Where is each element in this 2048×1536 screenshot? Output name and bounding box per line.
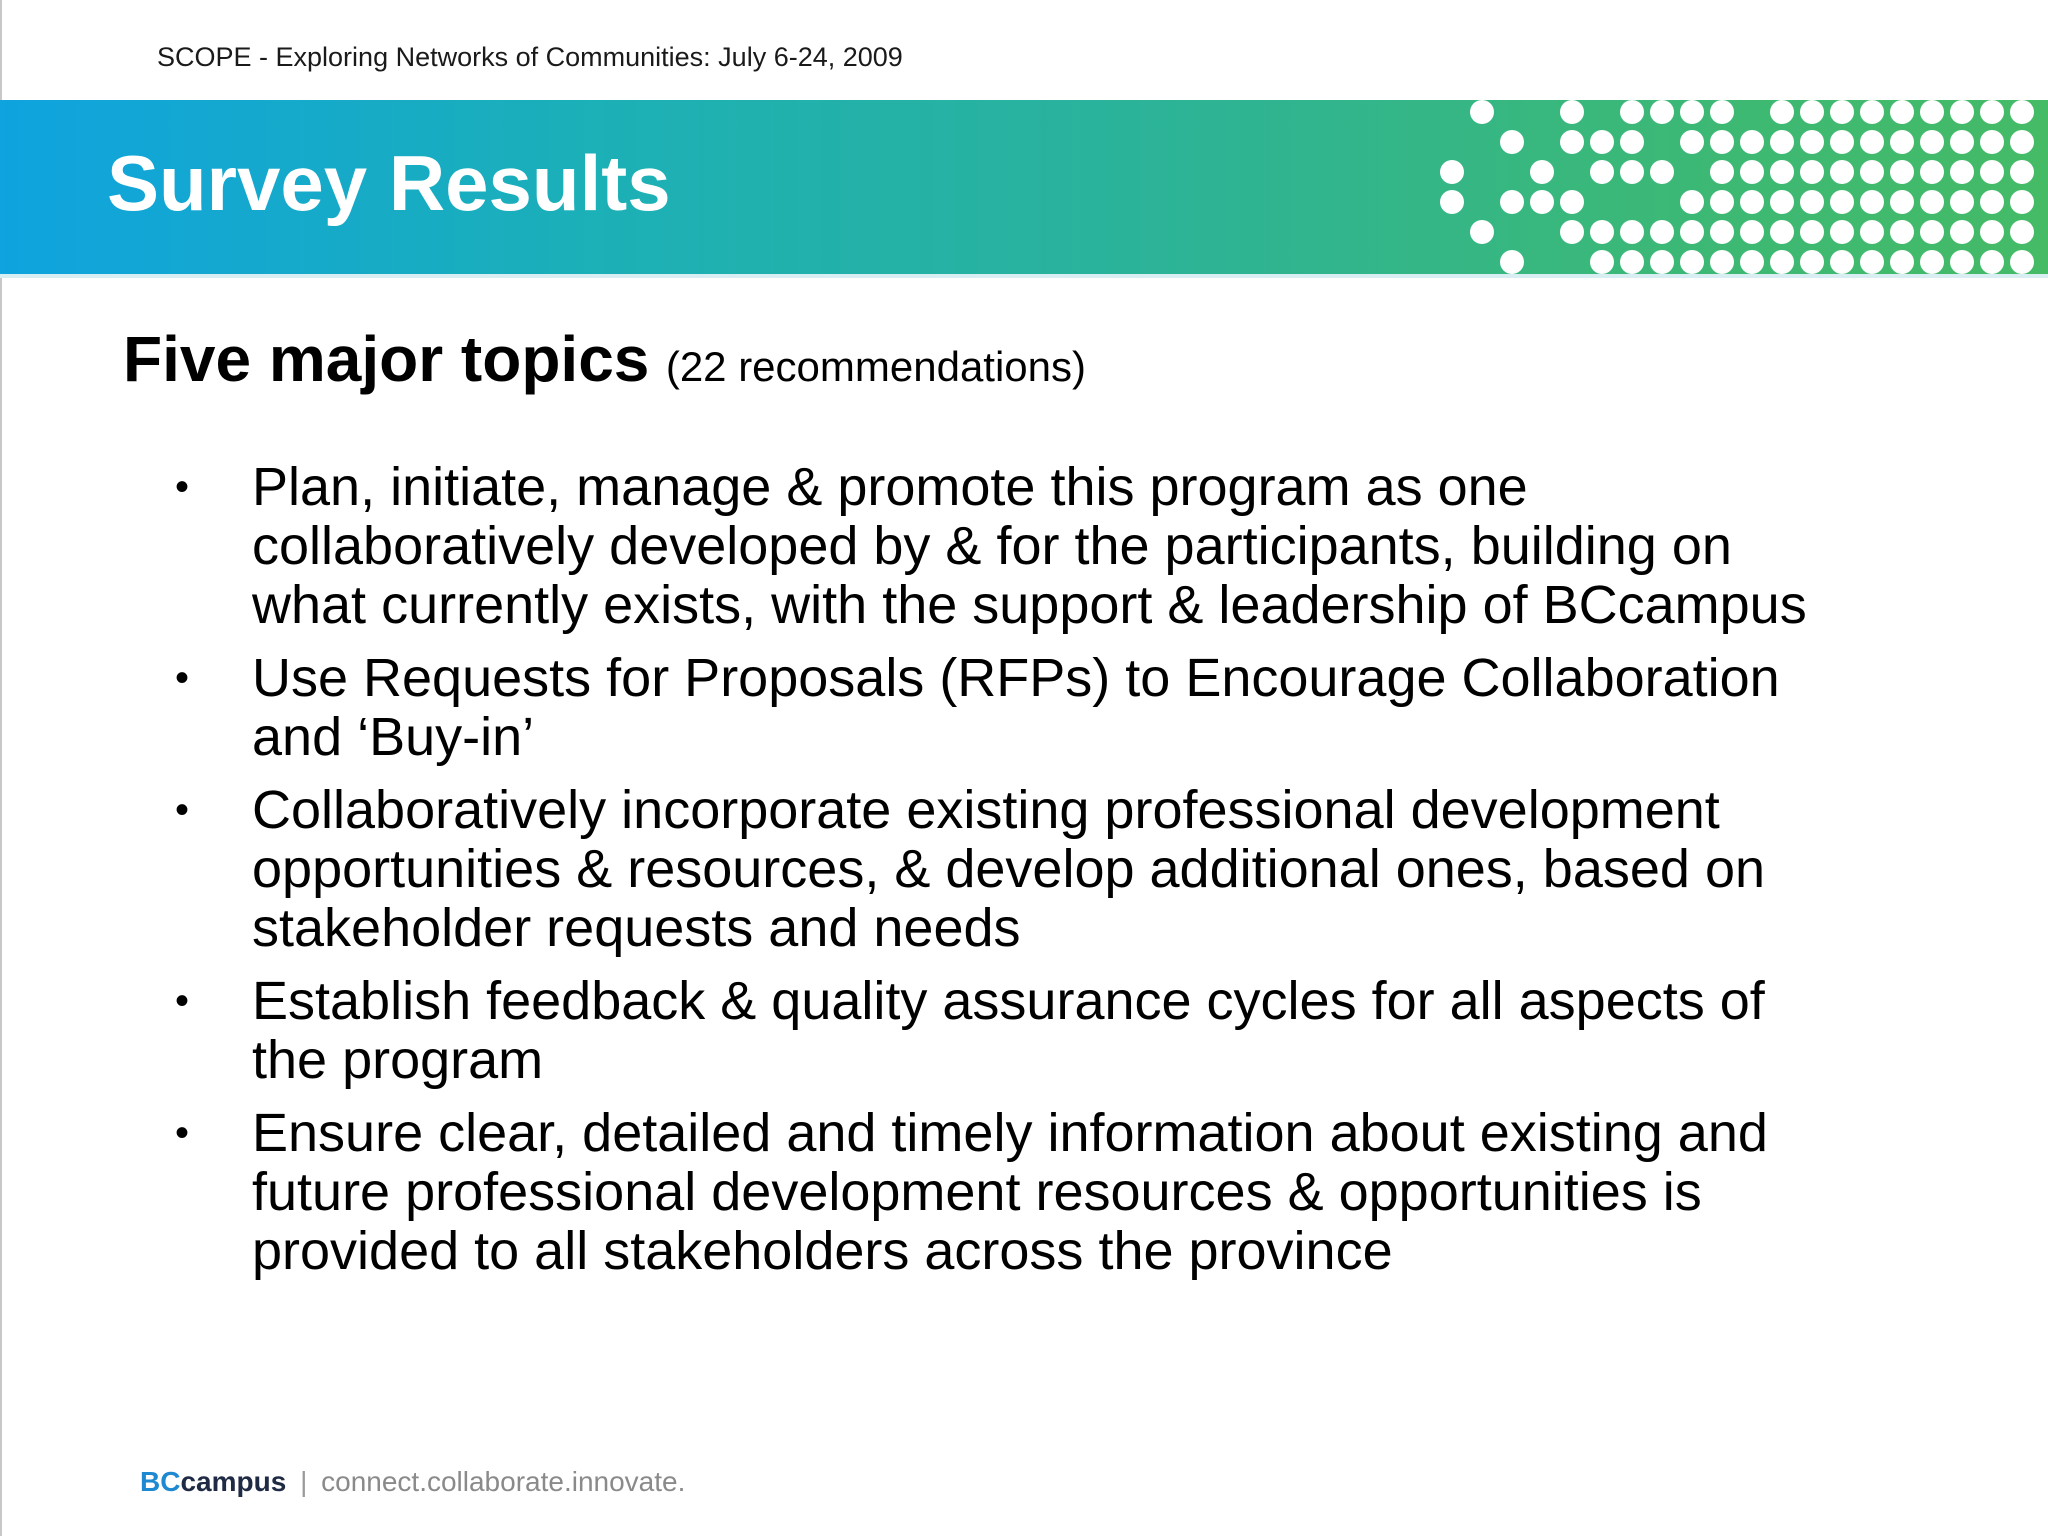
list-item-line: stakeholder requests and needs: [252, 898, 1021, 958]
banner-dot: [1890, 250, 1914, 274]
banner-dot: [1740, 250, 1764, 274]
banner-dot: [1890, 100, 1914, 124]
footer-tagline: connect.collaborate.innovate.: [321, 1466, 686, 1497]
banner-dot: [2010, 130, 2034, 154]
banner-dot: [1620, 100, 1644, 124]
banner-dot: [1650, 160, 1674, 184]
banner-dot: [1830, 160, 1854, 184]
banner-dot: [1860, 190, 1884, 214]
list-item-line: and ‘Buy-in’: [252, 707, 535, 767]
banner-dot: [1890, 160, 1914, 184]
list-item-line: Use Requests for Proposals (RFPs) to Encourage Collaboration: [252, 648, 1780, 708]
list-item: [175, 1104, 1935, 1281]
section-heading-main: Five major topics: [123, 323, 650, 395]
banner-dot: [2010, 100, 2034, 124]
banner-dot: [1560, 220, 1584, 244]
banner-dot: [1980, 160, 2004, 184]
list-item-line: collaboratively developed by & for the participants, building on: [252, 516, 1732, 576]
banner-dot: [1950, 100, 1974, 124]
banner-dot: [1620, 160, 1644, 184]
banner-dot: [1920, 250, 1944, 274]
banner-dot: [1950, 250, 1974, 274]
banner-dot: [1740, 190, 1764, 214]
banner-dot: [1830, 100, 1854, 124]
banner-dot: [1680, 220, 1704, 244]
banner-dot: [1830, 190, 1854, 214]
banner-dot: [2010, 190, 2034, 214]
banner-dot: [1800, 220, 1824, 244]
banner-dot: [1950, 130, 1974, 154]
list-item: [175, 649, 1935, 767]
banner-dot: [1950, 160, 1974, 184]
banner-dot: [1590, 250, 1614, 274]
banner-dot: [1620, 250, 1644, 274]
banner-dot: [1650, 100, 1674, 124]
recommendations-list: [175, 458, 1935, 1295]
banner-dot: [1590, 130, 1614, 154]
bullet-icon: •: [175, 656, 190, 700]
banner-dot: [1860, 220, 1884, 244]
banner-dot: [1800, 190, 1824, 214]
banner-dot: [1530, 190, 1554, 214]
banner-dot: [1470, 100, 1494, 124]
banner-dot: [1920, 220, 1944, 244]
banner-dot: [1590, 220, 1614, 244]
banner-dot: [1980, 220, 2004, 244]
list-item-line: future professional development resources & opportunities is: [252, 1162, 1702, 1222]
list-item-line: Collaboratively incorporate existing professional development: [252, 780, 1720, 840]
banner-dot: [1740, 220, 1764, 244]
banner-dot: [1950, 220, 1974, 244]
banner-dot: [1770, 130, 1794, 154]
banner-dot: [1770, 250, 1794, 274]
banner-dot: [1620, 130, 1644, 154]
banner-dot: [1680, 250, 1704, 274]
banner-dot: [1710, 190, 1734, 214]
banner-dot: [2010, 220, 2034, 244]
banner-dot: [1620, 220, 1644, 244]
banner-dot: [1650, 220, 1674, 244]
section-heading: [123, 322, 1086, 396]
banner-dot: [1680, 100, 1704, 124]
footer-separator: |: [300, 1466, 308, 1497]
banner-dot: [1890, 220, 1914, 244]
banner-dot: [2010, 250, 2034, 274]
banner-dot: [1830, 220, 1854, 244]
logo-campus: campus: [180, 1466, 287, 1497]
list-item-line: what currently exists, with the support & leadership of BCcampus: [252, 575, 1807, 635]
banner-underline: [0, 274, 2048, 278]
banner-dot: [1980, 190, 2004, 214]
banner-dot: [1710, 130, 1734, 154]
banner-dot: [1800, 160, 1824, 184]
banner-dot: [1710, 250, 1734, 274]
banner-dot: [1680, 130, 1704, 154]
slide-header-text: SCOPE - Exploring Networks of Communities: July 6-24, 2009: [157, 42, 903, 72]
banner-dot: [1560, 130, 1584, 154]
banner-dot: [1500, 190, 1524, 214]
banner-dot: [1740, 130, 1764, 154]
banner-dot: [1860, 130, 1884, 154]
banner-dot: [1920, 130, 1944, 154]
banner-dot: [1440, 160, 1464, 184]
bullet-icon: •: [175, 979, 190, 1023]
list-item-line: Plan, initiate, manage & promote this program as one: [252, 457, 1528, 517]
banner-dot: [1470, 220, 1494, 244]
banner-dot: [1500, 250, 1524, 274]
list-item-line: provided to all stakeholders across the province: [252, 1221, 1393, 1281]
banner-dot: [1770, 190, 1794, 214]
banner-dot: [1980, 130, 2004, 154]
banner-dot: [1890, 130, 1914, 154]
list-item-line: Ensure clear, detailed and timely information about existing and: [252, 1103, 1768, 1163]
slide-title: Survey Results: [107, 139, 671, 227]
footer-logo: [140, 1466, 685, 1498]
list-item: [175, 972, 1935, 1090]
banner-dot: [1710, 160, 1734, 184]
section-heading-count: (22 recommendations): [665, 343, 1087, 390]
banner-dot: [1560, 100, 1584, 124]
list-item-line: Establish feedback & quality assurance cycles for all aspects of: [252, 971, 1765, 1031]
banner-dot: [1560, 190, 1584, 214]
banner-dot: [1860, 250, 1884, 274]
banner-dot: [1800, 130, 1824, 154]
banner-dot: [1770, 220, 1794, 244]
banner-dot: [1770, 160, 1794, 184]
banner-dot: [1950, 190, 1974, 214]
banner-dot: [1440, 190, 1464, 214]
list-item: [175, 458, 1935, 635]
banner-dot: [1920, 100, 1944, 124]
bullet-icon: •: [175, 1111, 190, 1155]
banner-dot: [1860, 160, 1884, 184]
title-banner: [0, 100, 2048, 276]
banner-dot: [1890, 190, 1914, 214]
banner-dot: [1650, 250, 1674, 274]
list-item-line: opportunities & resources, & develop additional ones, based on: [252, 839, 1766, 899]
bullet-icon: •: [175, 465, 190, 509]
banner-dot: [1920, 160, 1944, 184]
banner-dot: [1920, 190, 1944, 214]
banner-dot: [1500, 130, 1524, 154]
banner-dot: [2010, 160, 2034, 184]
bullet-icon: •: [175, 788, 190, 832]
banner-dot: [1530, 160, 1554, 184]
banner-dot: [1710, 220, 1734, 244]
banner-dot: [1980, 250, 2004, 274]
banner-dot: [1770, 100, 1794, 124]
banner-dot: [1830, 250, 1854, 274]
banner-dot: [1800, 250, 1824, 274]
banner-dot: [1800, 100, 1824, 124]
list-item-line: the program: [252, 1030, 544, 1090]
banner-dot: [1710, 100, 1734, 124]
banner-dot: [1980, 100, 2004, 124]
logo-bc: BC: [140, 1466, 181, 1497]
banner-dot: [1680, 190, 1704, 214]
banner-dot: [1860, 100, 1884, 124]
banner-dot: [1590, 160, 1614, 184]
banner-dot: [1740, 160, 1764, 184]
banner-dot: [1830, 130, 1854, 154]
list-item: [175, 781, 1935, 958]
